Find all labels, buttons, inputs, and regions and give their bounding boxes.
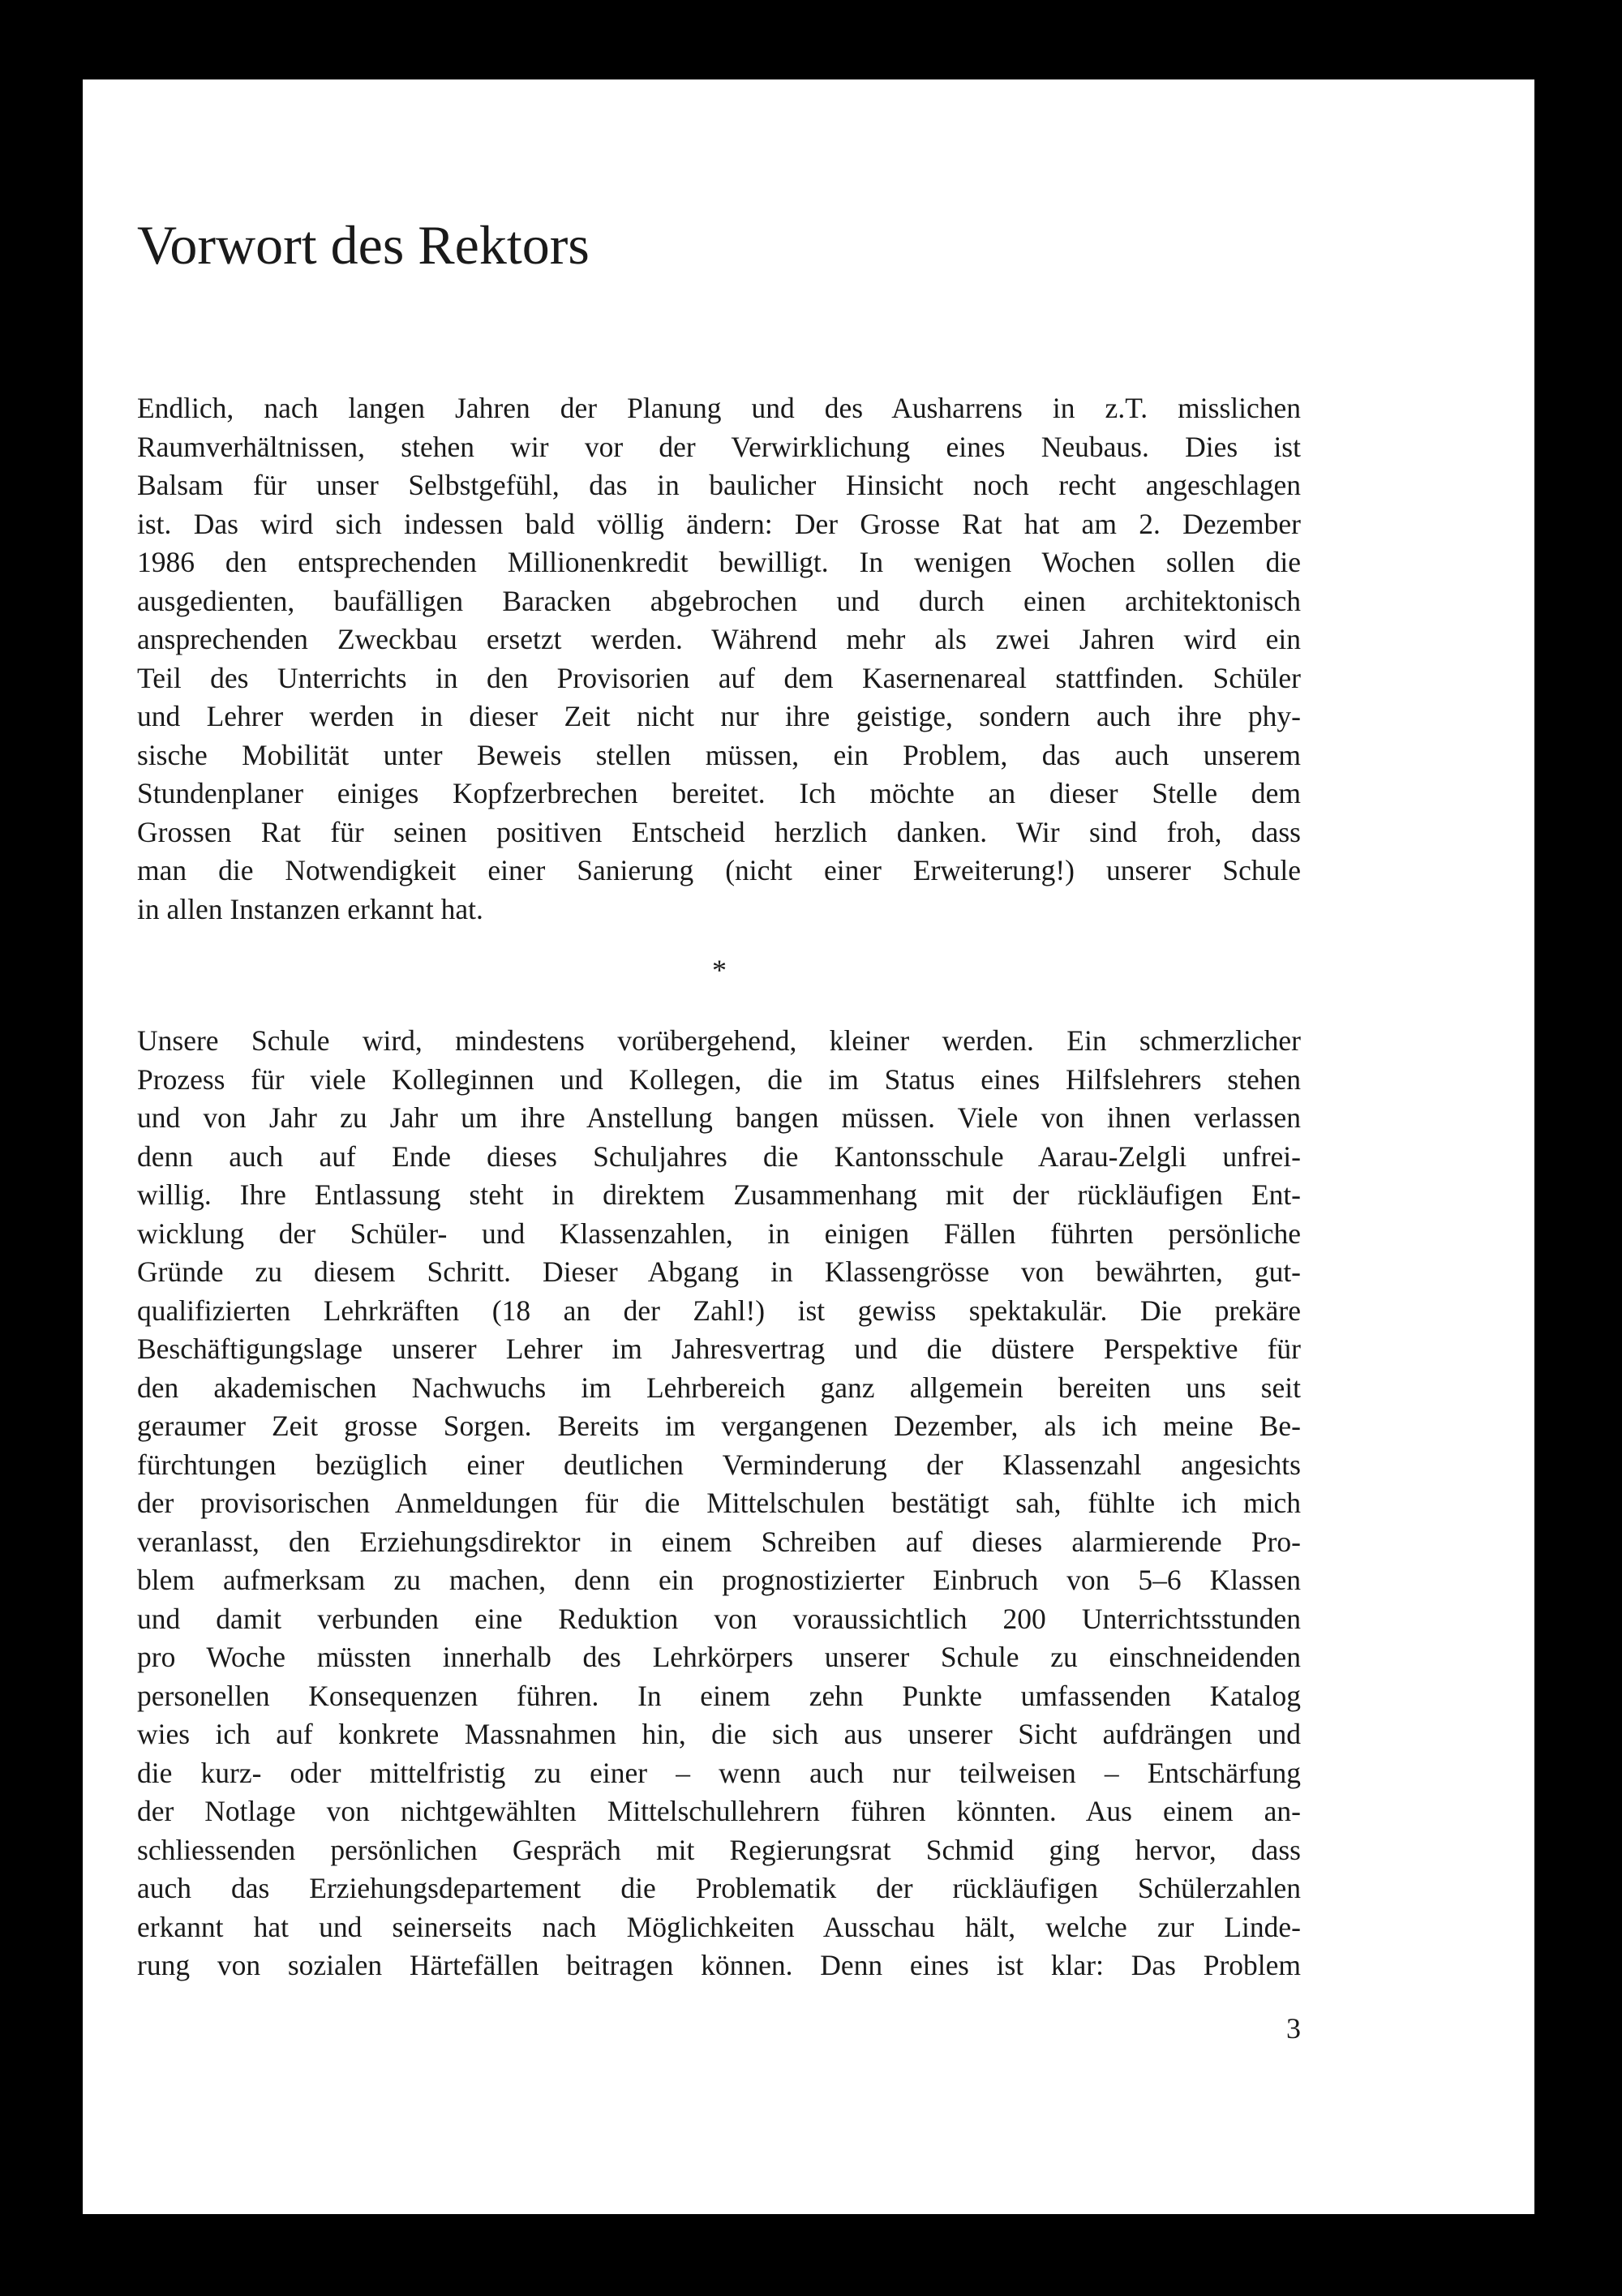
text-line: ist. Das wird sich indessen bald völlig ändern: Der Grosse Rat hat am 2. Dezember <box>137 507 1301 540</box>
text-line: rung von sozialen Härtefällen beitragen können. Denn eines ist klar: Das Problem <box>137 1949 1301 1981</box>
text-line: fürchtungen bezüglich einer deutlichen Verminderung der Klassenzahl angesichts <box>137 1448 1301 1481</box>
text-line: schliessenden persönlichen Gespräch mit Regierungsrat Schmid ging hervor, dass <box>137 1833 1301 1866</box>
text-line: Gründe zu diesem Schritt. Dieser Abgang in Klassengrösse von bewährten, gut- <box>137 1255 1301 1288</box>
text-line: und von Jahr zu Jahr um ihre Anstellung bangen müssen. Viele von ihnen verlassen <box>137 1101 1301 1134</box>
paragraph-1 <box>137 389 1301 929</box>
document-page <box>83 79 1534 2214</box>
text-line: ausgedienten, baufälligen Baracken abgebrochen und durch einen architektonisch <box>137 584 1301 617</box>
text-line: geraumer Zeit grosse Sorgen. Bereits im vergangenen Dezember, als ich meine Be- <box>137 1410 1301 1442</box>
text-line: personellen Konsequenzen führen. In einem zehn Punkte umfassenden Katalog <box>137 1679 1301 1712</box>
text-line: der provisorischen Anmeldungen für die Mittelschulen bestätigt sah, fühlte ich mich <box>137 1487 1301 1519</box>
text-line: und Lehrer werden in dieser Zeit nicht nur ihre geistige, sondern auch ihre phy- <box>137 700 1301 732</box>
text-line: sische Mobilität unter Beweis stellen müssen, ein Problem, das auch unserem <box>137 738 1301 771</box>
text-line: wies ich auf konkrete Massnahmen hin, die sich aus unserer Sicht aufdrängen und <box>137 1718 1301 1750</box>
page-title: Vorwort des Rektors <box>137 214 590 276</box>
text-line: 1986 den entsprechenden Millionenkredit bewilligt. In wenigen Wochen sollen die <box>137 546 1301 578</box>
text-line: ansprechenden Zweckbau ersetzt werden. Während mehr als zwei Jahren wird ein <box>137 623 1301 655</box>
text-line: Raumverhältnissen, stehen wir vor der Verwirklichung eines Neubaus. Dies ist <box>137 430 1301 463</box>
text-line: man die Notwendigkeit einer Sanierung (nicht einer Erweiterung!) unserer Schule <box>137 854 1301 886</box>
text-line: die kurz- oder mittelfristig zu einer – wenn auch nur teilweisen – Entschärfung <box>137 1756 1301 1789</box>
text-line: willig. Ihre Entlassung steht in direktem Zusammenhang mit der rückläufigen Ent- <box>137 1178 1301 1211</box>
page-number: 3 <box>1286 2012 1301 2045</box>
text-line: Grossen Rat für seinen positiven Entscheid herzlich danken. Wir sind froh, dass <box>137 815 1301 848</box>
text-line: Unsere Schule wird, mindestens vorübergehend, kleiner werden. Ein schmerzlicher <box>137 1024 1301 1057</box>
text-line: qualifizierten Lehrkräften (18 an der Zahl!) ist gewiss spektakulär. Die prekäre <box>137 1294 1301 1327</box>
text-line: in allen Instanzen erkannt hat. <box>137 892 483 925</box>
text-line: Balsam für unser Selbstgefühl, das in baulicher Hinsicht noch recht angeschlagen <box>137 469 1301 501</box>
text-line: auch das Erziehungsdepartement die Problematik der rückläufigen Schülerzahlen <box>137 1872 1301 1904</box>
text-line: der Notlage von nichtgewählten Mittelschullehrern führen könnten. Aus einem an- <box>137 1795 1301 1827</box>
text-line: und damit verbunden eine Reduktion von voraussichtlich 200 Unterrichtsstunden <box>137 1602 1301 1635</box>
text-line: blem aufmerksam zu machen, denn ein prognostizierter Einbruch von 5–6 Klassen <box>137 1564 1301 1596</box>
paragraph-2 <box>137 1022 1301 1985</box>
text-line: Prozess für viele Kolleginnen und Kollegen, die im Status eines Hilfslehrers stehen <box>137 1062 1301 1096</box>
text-line: erkannt hat und seinerseits nach Möglichkeiten Ausschau hält, welche zur Linde- <box>137 1910 1301 1943</box>
text-line: wicklung der Schüler- und Klassenzahlen, in einigen Fällen führten persönliche <box>137 1217 1301 1250</box>
text-line: den akademischen Nachwuchs im Lehrbereich ganz allgemein bereiten uns seit <box>137 1371 1301 1404</box>
text-line: Stundenplaner einiges Kopfzerbrechen bereitet. Ich möchte an dieser Stelle dem <box>137 777 1301 809</box>
section-separator: * <box>712 954 727 986</box>
text-line: veranlasst, den Erziehungsdirektor in einem Schreiben auf dieses alarmierende Pro- <box>137 1525 1301 1558</box>
text-line: denn auch auf Ende dieses Schuljahres die Kantonsschule Aarau-Zelgli unfrei- <box>137 1139 1301 1173</box>
text-line: Teil des Unterrichts in den Provisorien auf dem Kasernenareal stattfinden. Schüler <box>137 661 1301 694</box>
text-line: Beschäftigungslage unserer Lehrer im Jahresvertrag und die düstere Perspektive für <box>137 1333 1301 1365</box>
text-line: pro Woche müssten innerhalb des Lehrkörpers unserer Schule zu einschneidenden <box>137 1641 1301 1673</box>
text-line: Endlich, nach langen Jahren der Planung und des Ausharrens in z.T. misslichen <box>137 392 1301 424</box>
